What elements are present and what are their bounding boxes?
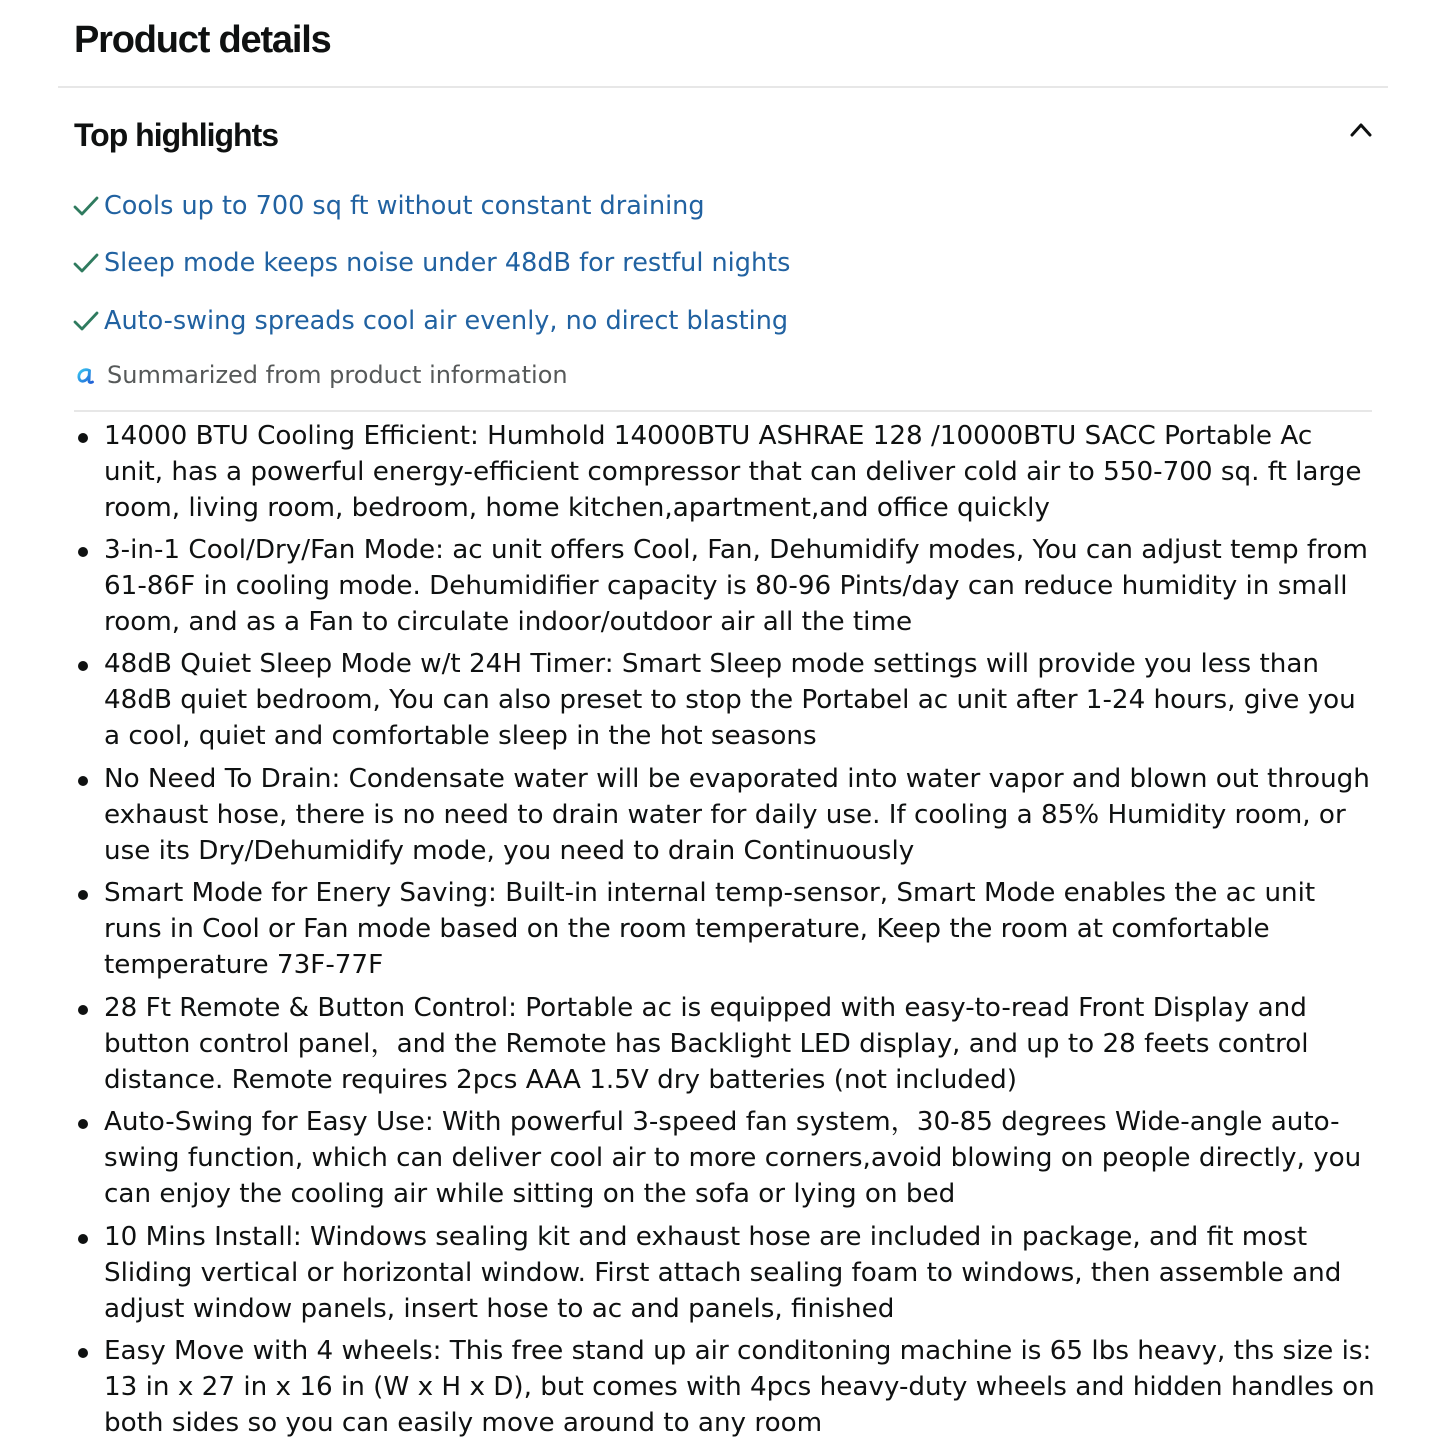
highlight-text: Sleep mode keeps noise under 48dB for restful nights — [104, 248, 791, 278]
summary-note — [74, 358, 568, 392]
summary-note-text: Summarized from product information — [107, 361, 568, 389]
highlight-text: Cools up to 700 sq ft without constant draining — [104, 191, 705, 221]
highlight-text: Auto-swing spreads cool air evenly, no direct blasting — [104, 306, 789, 336]
page-title: Product details — [74, 19, 331, 61]
feature-bullet-text: 3-in-1 Cool/Dry/Fan Mode: ac unit offers Cool, Fan, Dehumidify modes, You can adjust temp from 61-86F in cooling mode. Dehumidifier capacity is 80-96 Pints/day can reduce humidity in small room, and as a Fan to circulate indoor/outdoor air all the time — [104, 535, 1368, 637]
collapse-toggle-button[interactable] — [1346, 114, 1376, 144]
feature-bullet-text: 28 Ft Remote & Button Control: Portable ac is equipped with easy-to-read Front Display and button control panel，and the Remote has Backlight LED display, and up to 28 feets control distance. Remote requires 2pcs AAA 1.5V dry batteries (not included) — [104, 993, 1309, 1095]
bullet-dot — [78, 1348, 88, 1358]
header-divider — [58, 86, 1388, 88]
bullet-dot — [78, 547, 88, 557]
feature-bullet-text: No Need To Drain: Condensate water will be evaporated into water vapor and blown out through exhaust hose, there is no need to drain water for daily use. If cooling a 85% Humidity room, or use its Dry/Dehumidify mode, you need to drain Continuously — [104, 764, 1370, 866]
section-title: Top highlights — [74, 117, 279, 153]
checkmark-icon — [72, 192, 100, 220]
bullet-dot — [78, 1119, 88, 1129]
feature-bullet-text: Smart Mode for Enery Saving: Built-in internal temp-sensor, Smart Mode enables the ac unit runs in Cool or Fan mode based on the room temperature, Keep the room at comfortable temperature 73F-77F — [104, 878, 1316, 980]
bullet-dot — [78, 661, 88, 671]
bullet-dot — [78, 1005, 88, 1015]
highlight-item — [72, 245, 790, 281]
feature-bullet-text: 48dB Quiet Sleep Mode w/t 24H Timer: Smart Sleep mode settings will provide you less than 48dB quiet bedroom, You can also preset to stop the Portabel ac unit after 1-24 hours, give you a cool, quiet and comfortable sleep in the hot seasons — [104, 649, 1356, 751]
checkmark-icon — [72, 307, 100, 335]
chevron-up-icon — [1346, 114, 1376, 144]
bullet-dot — [78, 776, 88, 786]
feature-bullet-text: Auto-Swing for Easy Use: With powerful 3-speed fan system，30-85 degrees Wide-angle auto-swing function, which can deliver cool air to more corners,avoid blowing on people directly, you can enjoy the cooling air while sitting on the sofa or lying on bed — [104, 1107, 1362, 1209]
bullet-dot — [78, 433, 88, 443]
ai-sparkle-icon — [74, 363, 98, 387]
feature-bullet-text: 14000 BTU Cooling Efficient: Humhold 14000BTU ASHRAE 128 /10000BTU SACC Portable Ac unit, has a powerful energy-efficient compressor that can deliver cold air to 550-700 sq. ft large room, living room, bedroom, home kitchen,apartment,and office quickly — [104, 421, 1362, 523]
highlight-item — [72, 188, 705, 224]
feature-bullet-text: 10 Mins Install: Windows sealing kit and exhaust hose are included in package, and fit most Sliding vertical or horizontal window. First attach sealing foam to windows, then assemble and adjust window panels, insert hose to ac and panels, finished — [104, 1222, 1342, 1324]
section-divider — [74, 410, 1372, 412]
bullet-dot — [78, 1234, 88, 1244]
checkmark-icon — [72, 249, 100, 277]
highlight-item — [72, 303, 788, 339]
bullet-dot — [78, 890, 88, 900]
feature-bullet-text: Easy Move with 4 wheels: This free stand up air conditoning machine is 65 lbs heavy, ths size is: 13 in x 27 in x 16 in (W x H x D), but comes with 4pcs heavy-duty wheels and hidden handles on both sides so you can easily move around to any room — [104, 1336, 1375, 1438]
